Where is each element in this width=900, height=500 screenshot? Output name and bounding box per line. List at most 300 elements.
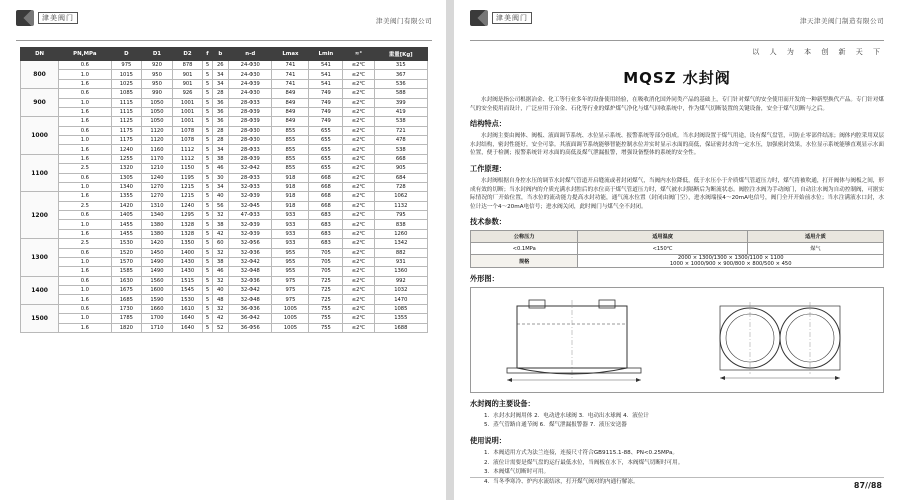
brand-name: 津美阀门 [38, 12, 78, 24]
table-row [21, 61, 428, 70]
table-cell: 32-Φ36 [229, 248, 272, 257]
table-cell: 795 [374, 211, 427, 220]
table-cell: 32-Φ36 [229, 276, 272, 285]
table-cell: 5 [203, 248, 212, 257]
table-cell: 5 [203, 286, 212, 295]
table-cell: 1355 [374, 314, 427, 323]
table-row [21, 145, 428, 154]
company-name-left: 津美阀门有限公司 [376, 17, 432, 25]
table-cell: 1310 [142, 201, 173, 210]
table-cell: 5 [203, 89, 212, 98]
spec-table-wrap [16, 47, 432, 333]
table-cell: 1610 [172, 304, 203, 313]
table-cell: 1.6 [59, 117, 111, 126]
table-cell: 419 [374, 107, 427, 116]
table-cell: ≤2℃ [343, 248, 374, 257]
cell-dn: 1200 [21, 192, 59, 239]
table-cell: 32 [212, 304, 228, 313]
table-cell: 32 [212, 211, 228, 220]
params-col-temp: 适用温度 [578, 231, 747, 243]
table-cell: 1320 [111, 164, 142, 173]
table-cell: 32-Φ42 [229, 164, 272, 173]
table-cell: 1545 [172, 286, 203, 295]
table-row [21, 257, 428, 266]
table-cell: 32-Φ39 [229, 229, 272, 238]
table-cell: 1560 [142, 276, 173, 285]
table-cell: 5 [203, 107, 212, 116]
params-col-medium: 适用介质 [747, 231, 883, 243]
spec-line-1: 2000 × 1300/1300 × 1300/1100 × 1100 [677, 255, 784, 262]
table-cell: 975 [111, 61, 142, 70]
table-cell: 0.6 [59, 61, 111, 70]
table-cell: 28-Φ30 [229, 136, 272, 145]
list-item: 1．水封水封阀用体 2．电动进水球阀 3．电动出水球阀 4．液位计 [484, 413, 650, 420]
table-cell: 32-Φ48 [229, 295, 272, 304]
table-cell: 1170 [142, 154, 173, 163]
front-view-svg [705, 294, 855, 386]
table-cell: ≤2℃ [343, 295, 374, 304]
table-cell: 5 [203, 126, 212, 135]
table-cell: 1640 [172, 323, 203, 332]
table-cell: 655 [309, 145, 343, 154]
table-cell: 1112 [172, 145, 203, 154]
table-cell: 38 [212, 257, 228, 266]
table-cell: 2.5 [59, 239, 111, 248]
table-cell: 1355 [111, 192, 142, 201]
table-cell: 28 [212, 89, 228, 98]
table-cell: 5 [203, 314, 212, 323]
table-cell: 1005 [272, 323, 309, 332]
table-cell: 0.6 [59, 304, 111, 313]
table-cell: 855 [272, 145, 309, 154]
table-cell: 1730 [111, 304, 142, 313]
table-cell: 32-Φ39 [229, 220, 272, 229]
table-cell: 0.6 [59, 89, 111, 98]
table-cell: 955 [272, 267, 309, 276]
table-cell: 40 [212, 192, 228, 201]
table-cell: 721 [374, 126, 427, 135]
col-b: b [212, 48, 228, 61]
table-cell: 705 [309, 267, 343, 276]
table-cell: 47-Φ33 [229, 211, 272, 220]
col-d: D [111, 48, 142, 61]
section-body-principle: 水封阀根据自身控水压的调节水封煤气管道开启缝流或者封闭煤气，当阀内水位降低，低于水压小于介质煤气管道压力时，煤气将被吹通，打开阀体与阀板之间，形成有效的切断；当水封阀内的介质充满水封腔后的水位高于煤气管道压力时，煤气被水封隔断后为断流状态。阀腔注水阀为手动阀门，自动注水阀为自动控制阀，可据实际情况的厂开始位置，当水位的流动能力提高水封功能，通气流水位置（封闭由阀门空），进水阀端接4～20mA电信号，阀门全开开始前水位；当水注满液水口封，水位计达一个4～20mA电信号；进水阀关闭，此时阀门与煤气全不封闭。 [470, 177, 884, 210]
table-cell: 1420 [111, 201, 142, 210]
table-cell: 1305 [111, 173, 142, 182]
table-cell: ≤2℃ [343, 145, 374, 154]
table-cell: 1.0 [59, 220, 111, 229]
table-cell: 1685 [111, 295, 142, 304]
table-cell: 1112 [172, 154, 203, 163]
table-cell: ≤2℃ [343, 201, 374, 210]
table-cell: 683 [309, 211, 343, 220]
table-cell: 755 [309, 323, 343, 332]
params-row [471, 255, 884, 268]
table-cell: 901 [172, 70, 203, 79]
table-cell: 1078 [172, 136, 203, 145]
col-d2: D2 [172, 48, 203, 61]
table-cell: 38 [212, 220, 228, 229]
table-cell: 1430 [172, 267, 203, 276]
section-structure [470, 119, 884, 158]
table-cell: ≤2℃ [343, 79, 374, 88]
table-cell: 1005 [272, 304, 309, 313]
table-cell: 5 [203, 192, 212, 201]
table-cell: 56 [212, 201, 228, 210]
table-row [21, 295, 428, 304]
cell-dn: 1300 [21, 239, 59, 277]
table-cell: 1.0 [59, 314, 111, 323]
table-cell: 24-Φ39 [229, 79, 272, 88]
table-cell: 1.6 [59, 192, 111, 201]
table-cell: 1700 [142, 314, 173, 323]
section-body-structure: 水封阀主要由阀体、阀板、液面调节系统、水位显示系统、报警系统等部分组成。当水封阀设置于煤气用途，设有煤气盘管，可防止零部件结冻；阀体内腔采用双层水封结构，密封性能好，安全可靠。其液面调节系统能够智能控制水位并实时显示水面的高低，保证密封水的一定水压，加强密封效果，水位显示系统能够直观显示水面位置，便于检测；报警系统针对水面的高低及煤气泄漏报警，增强设备整体的系统的安全性。 [470, 133, 884, 157]
side-view-drawing [499, 294, 649, 386]
table-cell: 24-Φ30 [229, 61, 272, 70]
table-cell: 1.6 [59, 229, 111, 238]
params-cell-medium: 煤气 [747, 243, 883, 255]
params-body [471, 243, 884, 268]
table-cell: 905 [374, 164, 427, 173]
table-cell: 755 [309, 314, 343, 323]
table-cell: 32-Φ33 [229, 182, 272, 191]
table-cell: 541 [309, 70, 343, 79]
table-cell: 931 [374, 257, 427, 266]
table-row [21, 239, 428, 248]
table-cell: 0.6 [59, 248, 111, 257]
table-cell: 5 [203, 267, 212, 276]
table-cell: 1050 [142, 117, 173, 126]
cell-dn: 1100 [21, 154, 59, 192]
table-cell: 34 [212, 182, 228, 191]
logo-icon [16, 10, 34, 26]
table-cell: 1.0 [59, 257, 111, 266]
table-cell: 1.0 [59, 70, 111, 79]
section-heading-principle: 工作原理： [470, 163, 506, 173]
table-cell: 655 [309, 136, 343, 145]
table-row [21, 220, 428, 229]
params-table [470, 230, 884, 268]
cell-dn: 1500 [21, 304, 59, 332]
table-cell: 32 [212, 248, 228, 257]
table-cell: 950 [142, 79, 173, 88]
table-cell: 1175 [111, 126, 142, 135]
table-cell: 849 [272, 117, 309, 126]
table-cell: 1.0 [59, 98, 111, 107]
table-cell: 1785 [111, 314, 142, 323]
table-cell: 668 [309, 182, 343, 191]
table-cell: 975 [272, 286, 309, 295]
table-cell: 34 [212, 145, 228, 154]
table-cell: 1062 [374, 192, 427, 201]
table-row [21, 89, 428, 98]
table-cell: 955 [272, 257, 309, 266]
table-cell: 1820 [111, 323, 142, 332]
table-cell: 399 [374, 98, 427, 107]
table-cell: 32-Φ56 [229, 239, 272, 248]
table-cell: 918 [272, 173, 309, 182]
intro-paragraph: 水封阀是指公司根据冶金、化工等行业多年的设备使用经验，在吸收消化国外同类产品的基础上，专门针对煤气的安全使用而开发的一种新型换代产品。专门针对煤气的安全使用而设计，广泛应用于冶金、石化等行业的煤炉煤气净化与煤气回收系统中，作为煤气切断装置的关键设备，安全于煤气切断与之后。 [470, 97, 884, 112]
table-cell: 855 [272, 164, 309, 173]
table-cell: 315 [374, 61, 427, 70]
table-row [21, 182, 428, 191]
table-cell: ≤2℃ [343, 229, 374, 238]
table-cell: 24-Φ30 [229, 70, 272, 79]
table-cell: 36 [212, 117, 228, 126]
table-row [21, 107, 428, 116]
table-cell: 1430 [172, 257, 203, 266]
table-cell: 855 [272, 154, 309, 163]
right-page-header [470, 10, 884, 38]
table-cell: 1630 [111, 276, 142, 285]
params-col-pressure: 公称压力 [471, 231, 578, 243]
table-cell: ≤2℃ [343, 314, 374, 323]
col-angle: ≈° [343, 48, 374, 61]
table-cell: 926 [172, 89, 203, 98]
section-heading-drawing: 外形图： [470, 274, 499, 284]
section-heading-structure: 结构特点： [470, 119, 506, 129]
table-cell: 1240 [172, 201, 203, 210]
table-row [21, 323, 428, 332]
table-cell: 40 [212, 286, 228, 295]
table-cell: 1360 [374, 267, 427, 276]
table-cell: 1450 [142, 248, 173, 257]
table-cell: 933 [272, 239, 309, 248]
table-cell: 26 [212, 61, 228, 70]
table-row [21, 154, 428, 163]
section-heading-equipment: 水封阀的主要设备： [470, 399, 535, 409]
table-cell: 1005 [272, 314, 309, 323]
list-item: 3．本阀煤气切断时可用。 [484, 469, 550, 476]
table-cell: 755 [309, 304, 343, 313]
table-cell: 1640 [172, 314, 203, 323]
table-cell: 725 [309, 276, 343, 285]
table-cell: 655 [309, 154, 343, 163]
table-cell: 1515 [172, 276, 203, 285]
table-cell: 1328 [172, 229, 203, 238]
table-cell: 1.6 [59, 323, 111, 332]
table-cell: 1660 [142, 304, 173, 313]
table-cell: 728 [374, 182, 427, 191]
spec-line-2: 1000 × 1000/900 × 900/800 × 800/500 × 450 [669, 261, 792, 268]
spec-table [20, 47, 428, 333]
spec-table-header-row [21, 48, 428, 61]
table-cell: 849 [272, 89, 309, 98]
cell-dn: 900 [21, 89, 59, 117]
table-cell: 1295 [172, 211, 203, 220]
table-cell: 668 [309, 173, 343, 182]
table-cell: 36-Φ42 [229, 314, 272, 323]
table-cell: 855 [272, 126, 309, 135]
table-cell: 849 [272, 107, 309, 116]
col-nd: n-d [229, 48, 272, 61]
params-cell-pressure: <0.1MPa [471, 243, 578, 255]
table-cell: 1120 [142, 126, 173, 135]
table-cell: 683 [309, 239, 343, 248]
brand-logo [16, 10, 78, 26]
table-cell: 1001 [172, 98, 203, 107]
table-cell: 1380 [142, 220, 173, 229]
table-cell: 28-Φ33 [229, 145, 272, 154]
table-cell: 1380 [142, 229, 173, 238]
table-cell: 1490 [142, 267, 173, 276]
table-cell: 1001 [172, 117, 203, 126]
table-cell: 741 [272, 79, 309, 88]
table-cell: ≤2℃ [343, 267, 374, 276]
table-cell: 32 [212, 276, 228, 285]
left-page-header [16, 10, 432, 38]
params-row [471, 243, 884, 255]
table-cell: 5 [203, 295, 212, 304]
table-cell: 725 [309, 286, 343, 295]
table-cell: ≤2℃ [343, 304, 374, 313]
params-cell-temp: <150℃ [578, 243, 747, 255]
table-row [21, 173, 428, 182]
table-cell: 1600 [142, 286, 173, 295]
table-cell: 46 [212, 267, 228, 276]
table-row [21, 136, 428, 145]
table-cell: 705 [309, 248, 343, 257]
slogan: 以 人 为 本 创 新 天 下 [752, 48, 884, 56]
section-heading-usage: 使用说明： [470, 436, 506, 446]
table-cell: 1.6 [59, 145, 111, 154]
table-cell: 933 [272, 229, 309, 238]
table-cell: 668 [309, 192, 343, 201]
list-item: 4．当冬季寒冷、炉内水流结冰，打开煤气阀对的内通行解冻。 [484, 478, 639, 485]
table-cell: 838 [374, 220, 427, 229]
table-cell: 749 [309, 98, 343, 107]
table-cell: 0.6 [59, 173, 111, 182]
table-cell: 28 [212, 136, 228, 145]
table-cell: 1160 [142, 145, 173, 154]
table-row [21, 98, 428, 107]
col-f: f [203, 48, 212, 61]
table-cell: 28-Φ33 [229, 173, 272, 182]
table-cell: 1710 [142, 323, 173, 332]
table-cell: 1.6 [59, 107, 111, 116]
table-cell: 5 [203, 98, 212, 107]
table-cell: 1195 [172, 173, 203, 182]
table-cell: 536 [374, 79, 427, 88]
table-cell: ≤2℃ [343, 154, 374, 163]
col-lmax: Lmax [272, 48, 309, 61]
header-divider-left [16, 40, 432, 41]
table-cell: 28-Φ39 [229, 107, 272, 116]
table-cell: 32-Φ42 [229, 257, 272, 266]
table-cell: 5 [203, 164, 212, 173]
list-item: 2．液位计需要是煤气盘的运行最低水位，当阀板在水下，本阀煤气切断时可用。 [484, 459, 684, 466]
table-cell: 30 [212, 173, 228, 182]
table-cell: 1260 [374, 229, 427, 238]
brand-name-right: 津美阀门 [492, 12, 532, 24]
table-cell: 1125 [111, 117, 142, 126]
col-pn: PN,MPa [59, 48, 111, 61]
table-cell: 655 [309, 164, 343, 173]
table-cell: 1215 [172, 182, 203, 191]
table-cell: 668 [374, 154, 427, 163]
usage-list [470, 449, 884, 487]
table-cell: 541 [309, 79, 343, 88]
table-cell: 28 [212, 126, 228, 135]
table-cell: 1.6 [59, 79, 111, 88]
table-cell: ≤2℃ [343, 164, 374, 173]
table-cell: 5 [203, 61, 212, 70]
table-cell: 538 [374, 117, 427, 126]
table-cell: 1270 [142, 192, 173, 201]
table-cell: ≤2℃ [343, 117, 374, 126]
table-cell: 1.0 [59, 286, 111, 295]
table-cell: 38 [212, 154, 228, 163]
table-cell: 1050 [142, 98, 173, 107]
col-weight: 重量[Kg] [374, 48, 427, 61]
cell-dn: 1400 [21, 276, 59, 304]
table-cell: 1530 [172, 295, 203, 304]
table-cell: 1240 [111, 145, 142, 154]
table-cell: 1132 [374, 201, 427, 210]
table-cell: 749 [309, 89, 343, 98]
table-cell: 992 [374, 276, 427, 285]
table-cell: 5 [203, 173, 212, 182]
company-name-right: 津天津美阀门制造有限公司 [800, 17, 884, 25]
table-cell: 655 [309, 126, 343, 135]
section-principle [470, 164, 884, 211]
table-cell: 741 [272, 70, 309, 79]
table-cell: 2.5 [59, 201, 111, 210]
table-cell: ≤2℃ [343, 323, 374, 332]
table-cell: 34 [212, 70, 228, 79]
table-cell: ≤2℃ [343, 98, 374, 107]
table-cell: 28-Φ33 [229, 98, 272, 107]
col-d1: D1 [142, 48, 173, 61]
table-cell: ≤2℃ [343, 107, 374, 116]
table-cell: 990 [142, 89, 173, 98]
cell-dn: 1000 [21, 117, 59, 155]
table-cell: 1340 [142, 211, 173, 220]
table-cell: 5 [203, 220, 212, 229]
table-cell: 950 [142, 70, 173, 79]
col-lmin: Lmin [309, 48, 343, 61]
table-cell: 32-Φ42 [229, 286, 272, 295]
table-cell: 478 [374, 136, 427, 145]
table-cell: 1.0 [59, 182, 111, 191]
table-cell: 849 [272, 98, 309, 107]
table-cell: 32-Φ39 [229, 192, 272, 201]
table-row [21, 248, 428, 257]
table-row [21, 314, 428, 323]
table-cell: ≤2℃ [343, 286, 374, 295]
table-cell: 1340 [111, 182, 142, 191]
list-item: 1．本阀适用方式为法兰连接，连接尺寸符合GB9115.1-88、PN<0.25MPa。 [484, 450, 678, 457]
table-cell: 901 [172, 79, 203, 88]
table-cell: 1115 [111, 107, 142, 116]
table-cell: 1688 [374, 323, 427, 332]
table-cell: 538 [374, 145, 427, 154]
table-row [21, 70, 428, 79]
page-number: 87//88 [853, 481, 882, 490]
table-cell: 1015 [111, 70, 142, 79]
table-cell: 5 [203, 211, 212, 220]
col-dn: DN [21, 48, 59, 61]
table-cell: 1470 [374, 295, 427, 304]
table-cell: 1120 [142, 136, 173, 145]
table-cell: 1420 [142, 239, 173, 248]
table-cell: ≤2℃ [343, 173, 374, 182]
footer-divider [470, 477, 884, 478]
table-cell: 5 [203, 154, 212, 163]
table-cell: 28-Φ39 [229, 117, 272, 126]
table-cell: 36-Φ36 [229, 304, 272, 313]
table-row [21, 164, 428, 173]
